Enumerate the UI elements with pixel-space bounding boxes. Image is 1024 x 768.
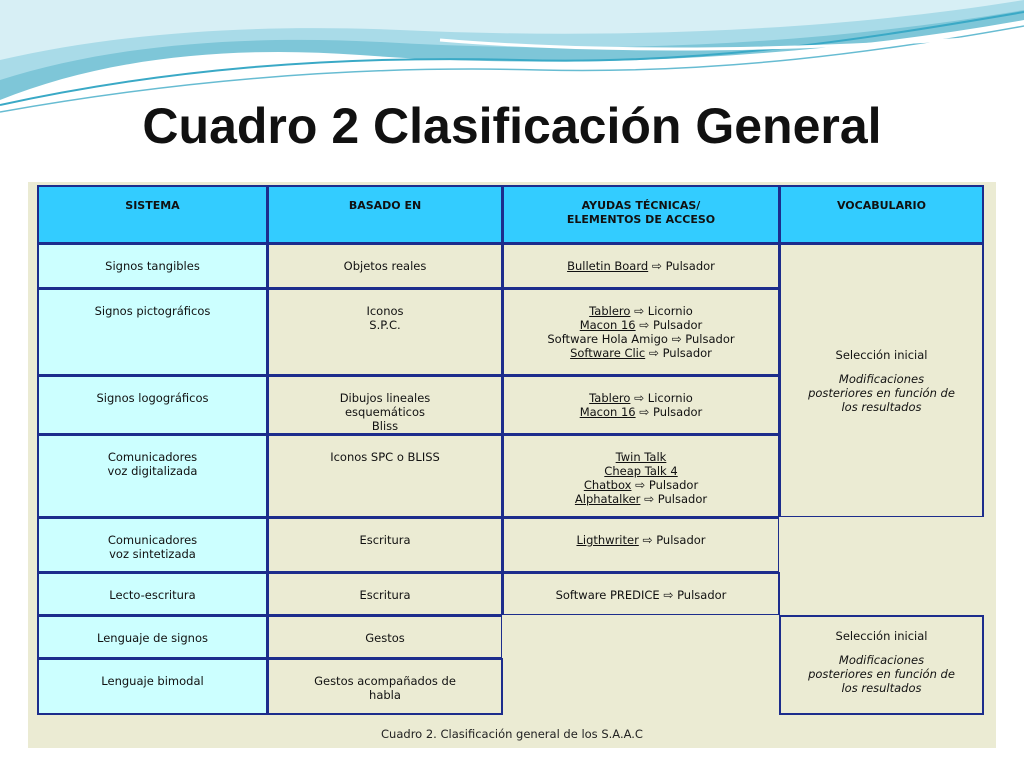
header-basado-en <box>267 185 503 244</box>
voc-detail: los resultados <box>841 681 922 695</box>
cell-text: Lecto-escritura <box>109 588 196 602</box>
aid-target: Pulsador <box>656 533 706 547</box>
cell-text: Gestos <box>365 631 405 645</box>
cell-text: Comunicadores <box>107 450 198 464</box>
cell-text: S.P.C. <box>369 318 401 332</box>
aid-target: Licornio <box>647 304 693 318</box>
aid-link[interactable]: Tablero <box>589 391 631 405</box>
cell-basado <box>267 572 503 616</box>
header-label: ELEMENTOS DE ACCESO <box>566 213 716 226</box>
aid-target: Pulsador <box>677 588 727 602</box>
cell-text: Escritura <box>359 533 411 547</box>
aid-line <box>576 533 705 547</box>
aid-target: Pulsador <box>648 478 699 492</box>
aid-line <box>570 346 712 360</box>
cell-text: voz sintetizada <box>109 547 196 561</box>
cell-text: Iconos SPC o BLISS <box>330 450 440 464</box>
table-panel <box>28 182 996 748</box>
cell-empty <box>502 615 780 715</box>
cell-text: Signos pictográficos <box>94 304 211 318</box>
aid-target: Pulsador <box>657 492 708 506</box>
arrow-right-icon: ⇨ <box>639 405 650 419</box>
cell-vocabulario-1 <box>779 243 984 518</box>
voc-line: Selección inicial <box>835 347 928 362</box>
aid-link[interactable]: Twin Talk <box>615 450 667 464</box>
cell-basado <box>267 288 503 376</box>
aid-line <box>589 391 693 405</box>
cell-sistema <box>37 434 268 518</box>
header-label: AYUDAS TÉCNICAS/ <box>581 199 701 212</box>
aid-text: Software Hola Amigo <box>547 332 668 346</box>
voc-detail: posteriores en función de <box>808 667 955 681</box>
cell-sistema <box>37 243 268 289</box>
cell-sistema <box>37 288 268 376</box>
arrow-right-icon: ⇨ <box>642 533 653 547</box>
aid-target: Pulsador <box>652 405 703 419</box>
header-ayudas <box>502 185 780 244</box>
cell-empty <box>779 517 984 616</box>
header-label: SISTEMA <box>125 199 180 212</box>
aid-link[interactable]: Macon 16 <box>579 405 636 419</box>
arrow-right-icon: ⇨ <box>663 588 674 602</box>
cell-text: Signos logográficos <box>96 391 209 405</box>
cell-text: Objetos reales <box>343 259 427 273</box>
arrow-right-icon: ⇨ <box>634 304 645 318</box>
aid-line <box>556 588 727 602</box>
aid-link[interactable]: Macon 16 <box>579 318 636 332</box>
cell-text: Comunicadores <box>107 533 198 547</box>
cell-sistema <box>37 572 268 616</box>
cell-sistema <box>37 375 268 435</box>
cell-text: Lenguaje bimodal <box>101 674 204 688</box>
cell-vocabulario-2 <box>779 615 984 715</box>
aid-line <box>580 318 703 332</box>
cell-sistema <box>37 658 268 715</box>
voc-line: Selección inicial <box>835 629 928 643</box>
cell-basado <box>267 375 503 435</box>
cell-basado <box>267 658 503 715</box>
aid-link[interactable]: Bulletin Board <box>567 259 649 273</box>
cell-text: Gestos acompañados de <box>314 674 456 688</box>
aid-target: Pulsador <box>685 332 735 346</box>
aid-text: Software PREDICE <box>555 588 660 602</box>
aid-line <box>575 492 707 506</box>
aid-line <box>589 304 693 318</box>
cell-text: esquemáticos <box>344 405 426 419</box>
cell-text: Lenguaje de signos <box>97 631 208 645</box>
aid-line <box>547 332 734 346</box>
aid-target: Pulsador <box>662 346 712 360</box>
aid-link[interactable]: Software Clic <box>570 346 646 360</box>
voc-detail: Modificaciones <box>838 371 925 386</box>
cell-basado <box>267 615 503 659</box>
cell-text: Iconos <box>366 304 404 318</box>
cell-text: Bliss <box>371 419 399 433</box>
header-vocabulario <box>779 185 984 244</box>
cell-ayudas <box>502 288 780 376</box>
aid-line <box>604 464 677 478</box>
aid-link[interactable]: Chatbox <box>583 478 632 492</box>
voc-detail: Modificaciones <box>838 653 925 667</box>
cell-ayudas <box>502 434 780 518</box>
cell-sistema <box>37 517 268 573</box>
cell-text: Signos tangibles <box>105 259 200 273</box>
arrow-right-icon: ⇨ <box>639 318 650 332</box>
aid-link[interactable]: Tablero <box>589 304 631 318</box>
voc-detail: los resultados <box>841 399 922 414</box>
aid-link[interactable]: Ligthwriter <box>576 533 639 547</box>
arrow-right-icon: ⇨ <box>635 478 646 492</box>
aid-target: Pulsador <box>665 259 715 273</box>
aid-link[interactable]: Cheap Talk 4 <box>604 464 678 478</box>
header-label: VOCABULARIO <box>836 199 926 212</box>
aid-line <box>584 478 698 492</box>
arrow-right-icon: ⇨ <box>648 346 659 360</box>
cell-ayudas <box>502 517 780 573</box>
arrow-right-icon: ⇨ <box>651 259 662 273</box>
cell-ayudas <box>502 243 780 289</box>
slide-title: Cuadro 2 Clasificación General <box>142 98 882 154</box>
cell-basado <box>267 243 503 289</box>
aid-link[interactable]: Alphatalker <box>574 492 641 506</box>
aid-target: Licornio <box>647 391 693 405</box>
cell-text: Dibujos lineales <box>339 391 431 405</box>
arrow-right-icon: ⇨ <box>671 332 682 346</box>
cell-text: habla <box>369 688 401 702</box>
arrow-right-icon: ⇨ <box>634 391 645 405</box>
cell-basado <box>267 517 503 573</box>
arrow-right-icon: ⇨ <box>644 492 655 506</box>
aid-line <box>616 450 667 464</box>
aid-line <box>580 405 703 419</box>
cell-sistema <box>37 615 268 659</box>
table-caption: Cuadro 2. Clasificación general de los S.A.A.C <box>381 727 643 741</box>
aid-line <box>567 259 715 273</box>
cell-text: Escritura <box>359 588 411 602</box>
header-sistema <box>37 185 268 244</box>
cell-text: voz digitalizada <box>107 464 198 478</box>
cell-basado <box>267 434 503 518</box>
voc-detail: posteriores en función de <box>808 385 955 400</box>
header-label: BASADO EN <box>348 199 422 212</box>
aid-target: Pulsador <box>652 318 703 332</box>
cell-ayudas <box>502 375 780 435</box>
classification-table <box>38 186 984 715</box>
cell-ayudas <box>502 572 780 616</box>
